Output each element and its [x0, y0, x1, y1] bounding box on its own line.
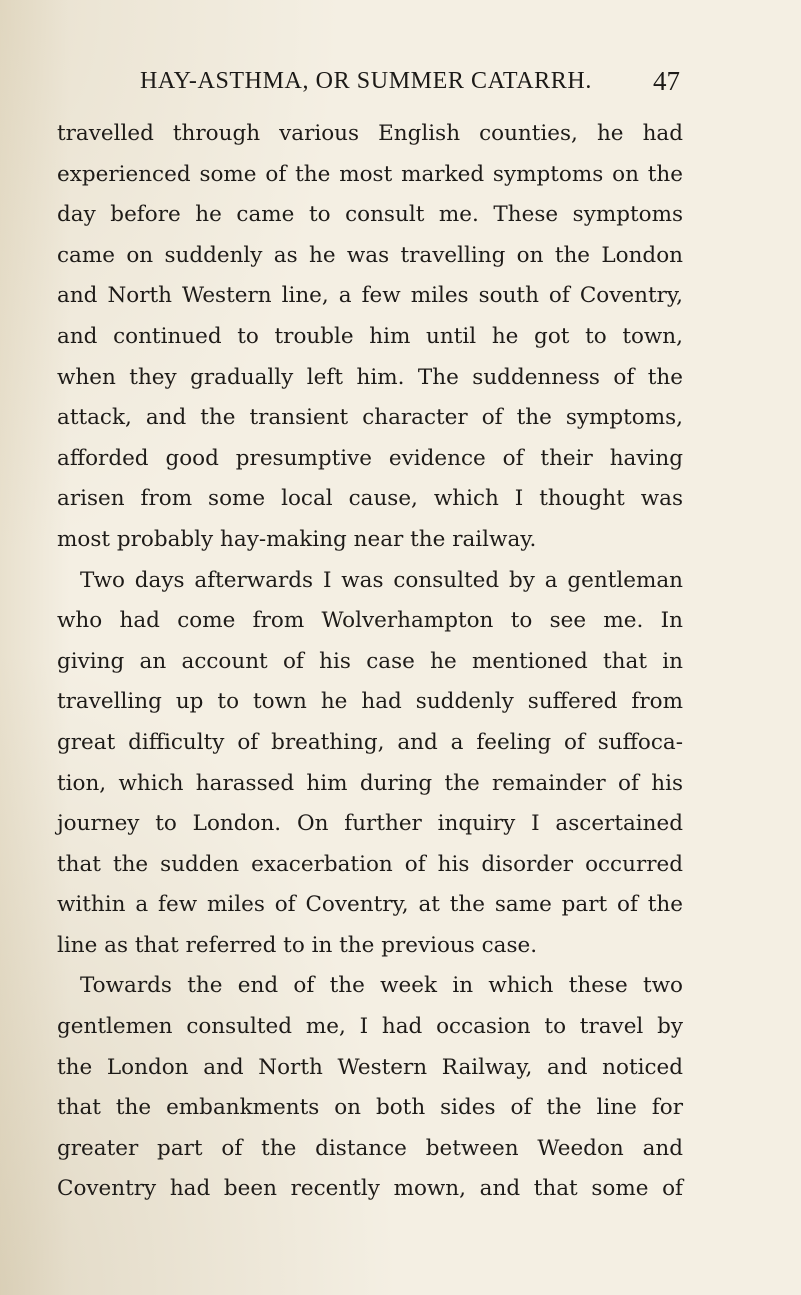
running-header: HAY-ASTHMA, OR SUMMER CATARRH.: [140, 68, 592, 94]
text-line: attack, and the transient character of the symptoms,: [57, 405, 683, 431]
text-line: day before he came to consult me. These symptoms: [57, 202, 683, 228]
text-line: came on suddenly as he was travelling on the London: [57, 242, 683, 268]
text-line: experienced some of the most marked symptoms on the: [57, 161, 683, 187]
text-line: who had come from Wolverhampton to see me. In: [57, 608, 683, 634]
text-line: afforded good presumptive evidence of their having: [57, 445, 683, 471]
text-line: within a few miles of Coventry, at the same part of the: [57, 892, 683, 918]
text-line-paragraph-start: Towards the end of the week in which these two: [80, 973, 683, 999]
text-line-paragraph-end: most probably hay-making near the railway.: [57, 526, 537, 552]
text-line: tion, which harassed him during the remainder of his: [57, 770, 683, 796]
text-line: when they gradually left him. The suddenness of the: [57, 364, 683, 390]
page-number: 47: [653, 66, 680, 96]
text-line: journey to London. On further inquiry I ascertained: [57, 811, 683, 837]
text-line: gentlemen consulted me, I had occasion to travel by: [57, 1014, 683, 1040]
text-line: great difficulty of breathing, and a feeling of suffoca-: [57, 729, 683, 755]
text-line: Coventry had been recently mown, and that some of: [57, 1176, 683, 1202]
text-line-paragraph-start: Two days afterwards I was consulted by a gentleman: [80, 567, 683, 593]
text-line: and North Western line, a few miles south of Coventry,: [57, 283, 683, 309]
text-line: that the sudden exacerbation of his disorder occurred: [57, 851, 683, 877]
text-line: the London and North Western Railway, and noticed: [57, 1054, 683, 1080]
body-text: [57, 114, 683, 1210]
text-line: and continued to trouble him until he got to town,: [57, 323, 683, 349]
text-line-paragraph-end: line as that referred to in the previous case.: [57, 932, 538, 958]
text-line: arisen from some local cause, which I thought was: [57, 486, 683, 512]
text-line: greater part of the distance between Weedon and: [57, 1135, 683, 1161]
text-line: travelling up to town he had suddenly suffered from: [57, 689, 683, 715]
text-line: travelled through various English counties, he had: [57, 121, 683, 146]
text-line: that the embankments on both sides of the line for: [57, 1095, 683, 1121]
text-line: giving an account of his case he mentioned that in: [57, 648, 683, 674]
